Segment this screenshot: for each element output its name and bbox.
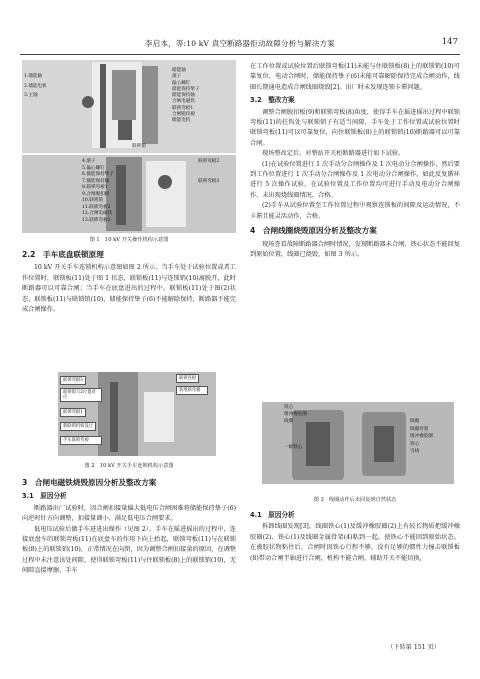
fig2-label: 联锁销与2位置对应 (60, 388, 102, 402)
header-rule (20, 54, 460, 55)
fig3-right-labels: 线圈 线圈骨架 缓冲橡胶圈 铁心 引线 (410, 419, 433, 455)
paragraph: 调整合闸脱扣板(9)和联锁弯板(8)角度，使得手车在摇进摇出过程中联锁弯板(11)的拄钩处与联锁销子有适当间隙，手车处于工作位置或试验位置时联锁弯板(11)可以可靠复位，向住联锁板(8)上的联锁销(10)断路器可以可靠合闸。 (250, 108, 460, 147)
figure-1-top (22, 60, 236, 153)
right-column-top (250, 62, 460, 260)
section-3-2-title: 3.2 整改方案 (250, 96, 295, 105)
figure-2-caption: 图 2 10 kV 开关手车连锁机构示意图 (84, 463, 174, 469)
fig2-label: 联锁弯板1 (60, 408, 86, 417)
fig2-right-label: 新增新弯板 (176, 386, 208, 395)
paragraph: 现场查看故障断路器合闸时情况，发现断路器未合闸，铁心状态不能回复到原始位置，线圈已烧毁，如图 3 所示。 (250, 240, 460, 258)
fig2-label: 联锁弯板3 (60, 376, 86, 385)
left-column-bottom (22, 474, 236, 577)
fig1-top-right-labels: 储能轴 滚子 偏心螺钉 储能保持挚子 储能保持轴 合闸电磁铁 联锁弯板1 合闸脱扣板 储能电机 (172, 68, 200, 124)
figure-1-caption: 图 1 10 kV 开关操作机构示意图 (89, 237, 169, 243)
running-header (20, 38, 460, 52)
fig2-right-label: 联锁连板 (176, 374, 199, 383)
section-2-2-title: 2.2 手车底盘联锁原理 (22, 250, 104, 259)
fig1-bottom-left-labels: 4.滚子 5.偏心螺钉 6.储能保持挚子 7.储能保持轴 8.联锁弯板1 9.合闸脱扣板 10.联锁销 11.联锁弯板2 12.合闸电磁铁 13.联锁弯板3 (82, 159, 114, 223)
paragraph: 在工作位置或试验位置后联锁弯板(11)未能与住联锁板(8)上的联锁销(10)可靠复位，电动合闸时，储能保持挚子(6)未能可靠解除保持完成合闸动作，线圈长期通电造成合闸线圈烧毁[2]。出厂时未发现连锁卡滞问题。 (250, 63, 460, 91)
section-3-title: 3 合闸电磁铁烧毁原因分析及整改方案 (22, 478, 157, 487)
fig1-bottom-right-labels: 联锁弯板2 联锁弯板3 (198, 159, 220, 184)
paragraph: 低电压试验后做手车进进出操作（见图 2）。手车在摇进摇出的过程中，连接底盘车的联锁弯板(11)在底盘车的作用下向上抬起，联锁弯板(11)与在联锁板(8)上的联锁销(10)，正常情况在向閉，因为调整合闸扣接量的原因，在调整过程中未注意该处间隙，使得联锁弯板(11)与住联锁板(8)上的联锁销(10)，无间隙直接摩擦，手车 (22, 525, 236, 575)
running-title: 李启本，等:10 kV 真空断路器拒动故障分析与解决方案 (145, 39, 335, 48)
page-number: 147 (441, 37, 458, 47)
right-column-bottom (250, 508, 460, 564)
figure-3 (262, 402, 454, 484)
section-3-1-title: 3.1 原因分析 (22, 492, 67, 501)
paragraph: 拆卸线圈发现[3]，线圈铁心(1)及缓冲橡胶圈(2)上有较长物质把缓冲橡胶圈(2)、铁心(1)及线圈金属骨架(4)粘到一起，使铁心不能回到原始状态。在被胶状物粘住后，合闸时因铁心行程不够，没有足够的惯性力撞击联锁板(8)带动合闸半轴进行合闸，机构不能合闸，辅助开关不能切换， (250, 523, 460, 562)
left-column-top (22, 246, 236, 315)
paragraph: (1)在试验位置进行 1 次手动分合闸操作及 1 次电动分合闸操作，然后要到工作位置进行 1 次手动分合闸操作及 1 次电动分合闸操作，如此反复循环进行 5 次操作试验，在试验位置及工作位置均可进行手动及电动分合闸操作，未出现烧线圈情况，合格。 (250, 160, 460, 199)
section-4-1-title: 4.1 原因分析 (250, 511, 295, 519)
paragraph: 现场整改定后，对整站开关柜断路器进行如下试验。 (262, 150, 405, 158)
section-4-title: 4 合闸线圈烧毁原因分析及整改方案 (250, 226, 377, 236)
figure-2 (58, 372, 216, 456)
fig1-interlock-pin-label: 联锁销 (132, 144, 146, 149)
paragraph: 10 kV 开关手车连锁机构示意图如图 2 所示。当手车处于试验位置或者工作位置时，联锁板(11)处于图 1 状态，联锁板(11)与连锁销(10)离脱开，此时断路器可以可靠合闸；当手车在底盘进出的过程中，联锁板(11)处于图(2)状态，联锁板(11)与联锁销(10)，储能保持挚子(6)不能解除保持，断路器不能完成合闸操作。 (22, 264, 236, 314)
fig1-top-left-labels: 1.储能轴 2.储能电机 3.主轴 (24, 74, 47, 99)
figure-3-caption: 图 3 线圈动作后未回复到自然状态 (313, 497, 397, 503)
fig3-left-labels: 铁心 缓冲橡胶圈 线圈 一级铁心 (284, 405, 307, 450)
fig2-label: 新联锁机构设计 (60, 422, 96, 431)
continued-note: （下转第 151 页） (387, 644, 440, 651)
paragraph: (2)手车从试验位置至工作位置过程中观察连锁板的间隙及运动情况，不卡滞且能灵活动作，合格。 (250, 202, 460, 220)
figure-1-bottom (22, 155, 236, 233)
fig2-label: 手车联锁弯板 (60, 436, 102, 445)
paragraph: 断路器出厂试验时，因合闸扣接量偏大低电压合闸困难将储能保持挚子(6)向逆时针方向调整，扣接量调小，满足低电压合闸要求。 (22, 504, 236, 523)
